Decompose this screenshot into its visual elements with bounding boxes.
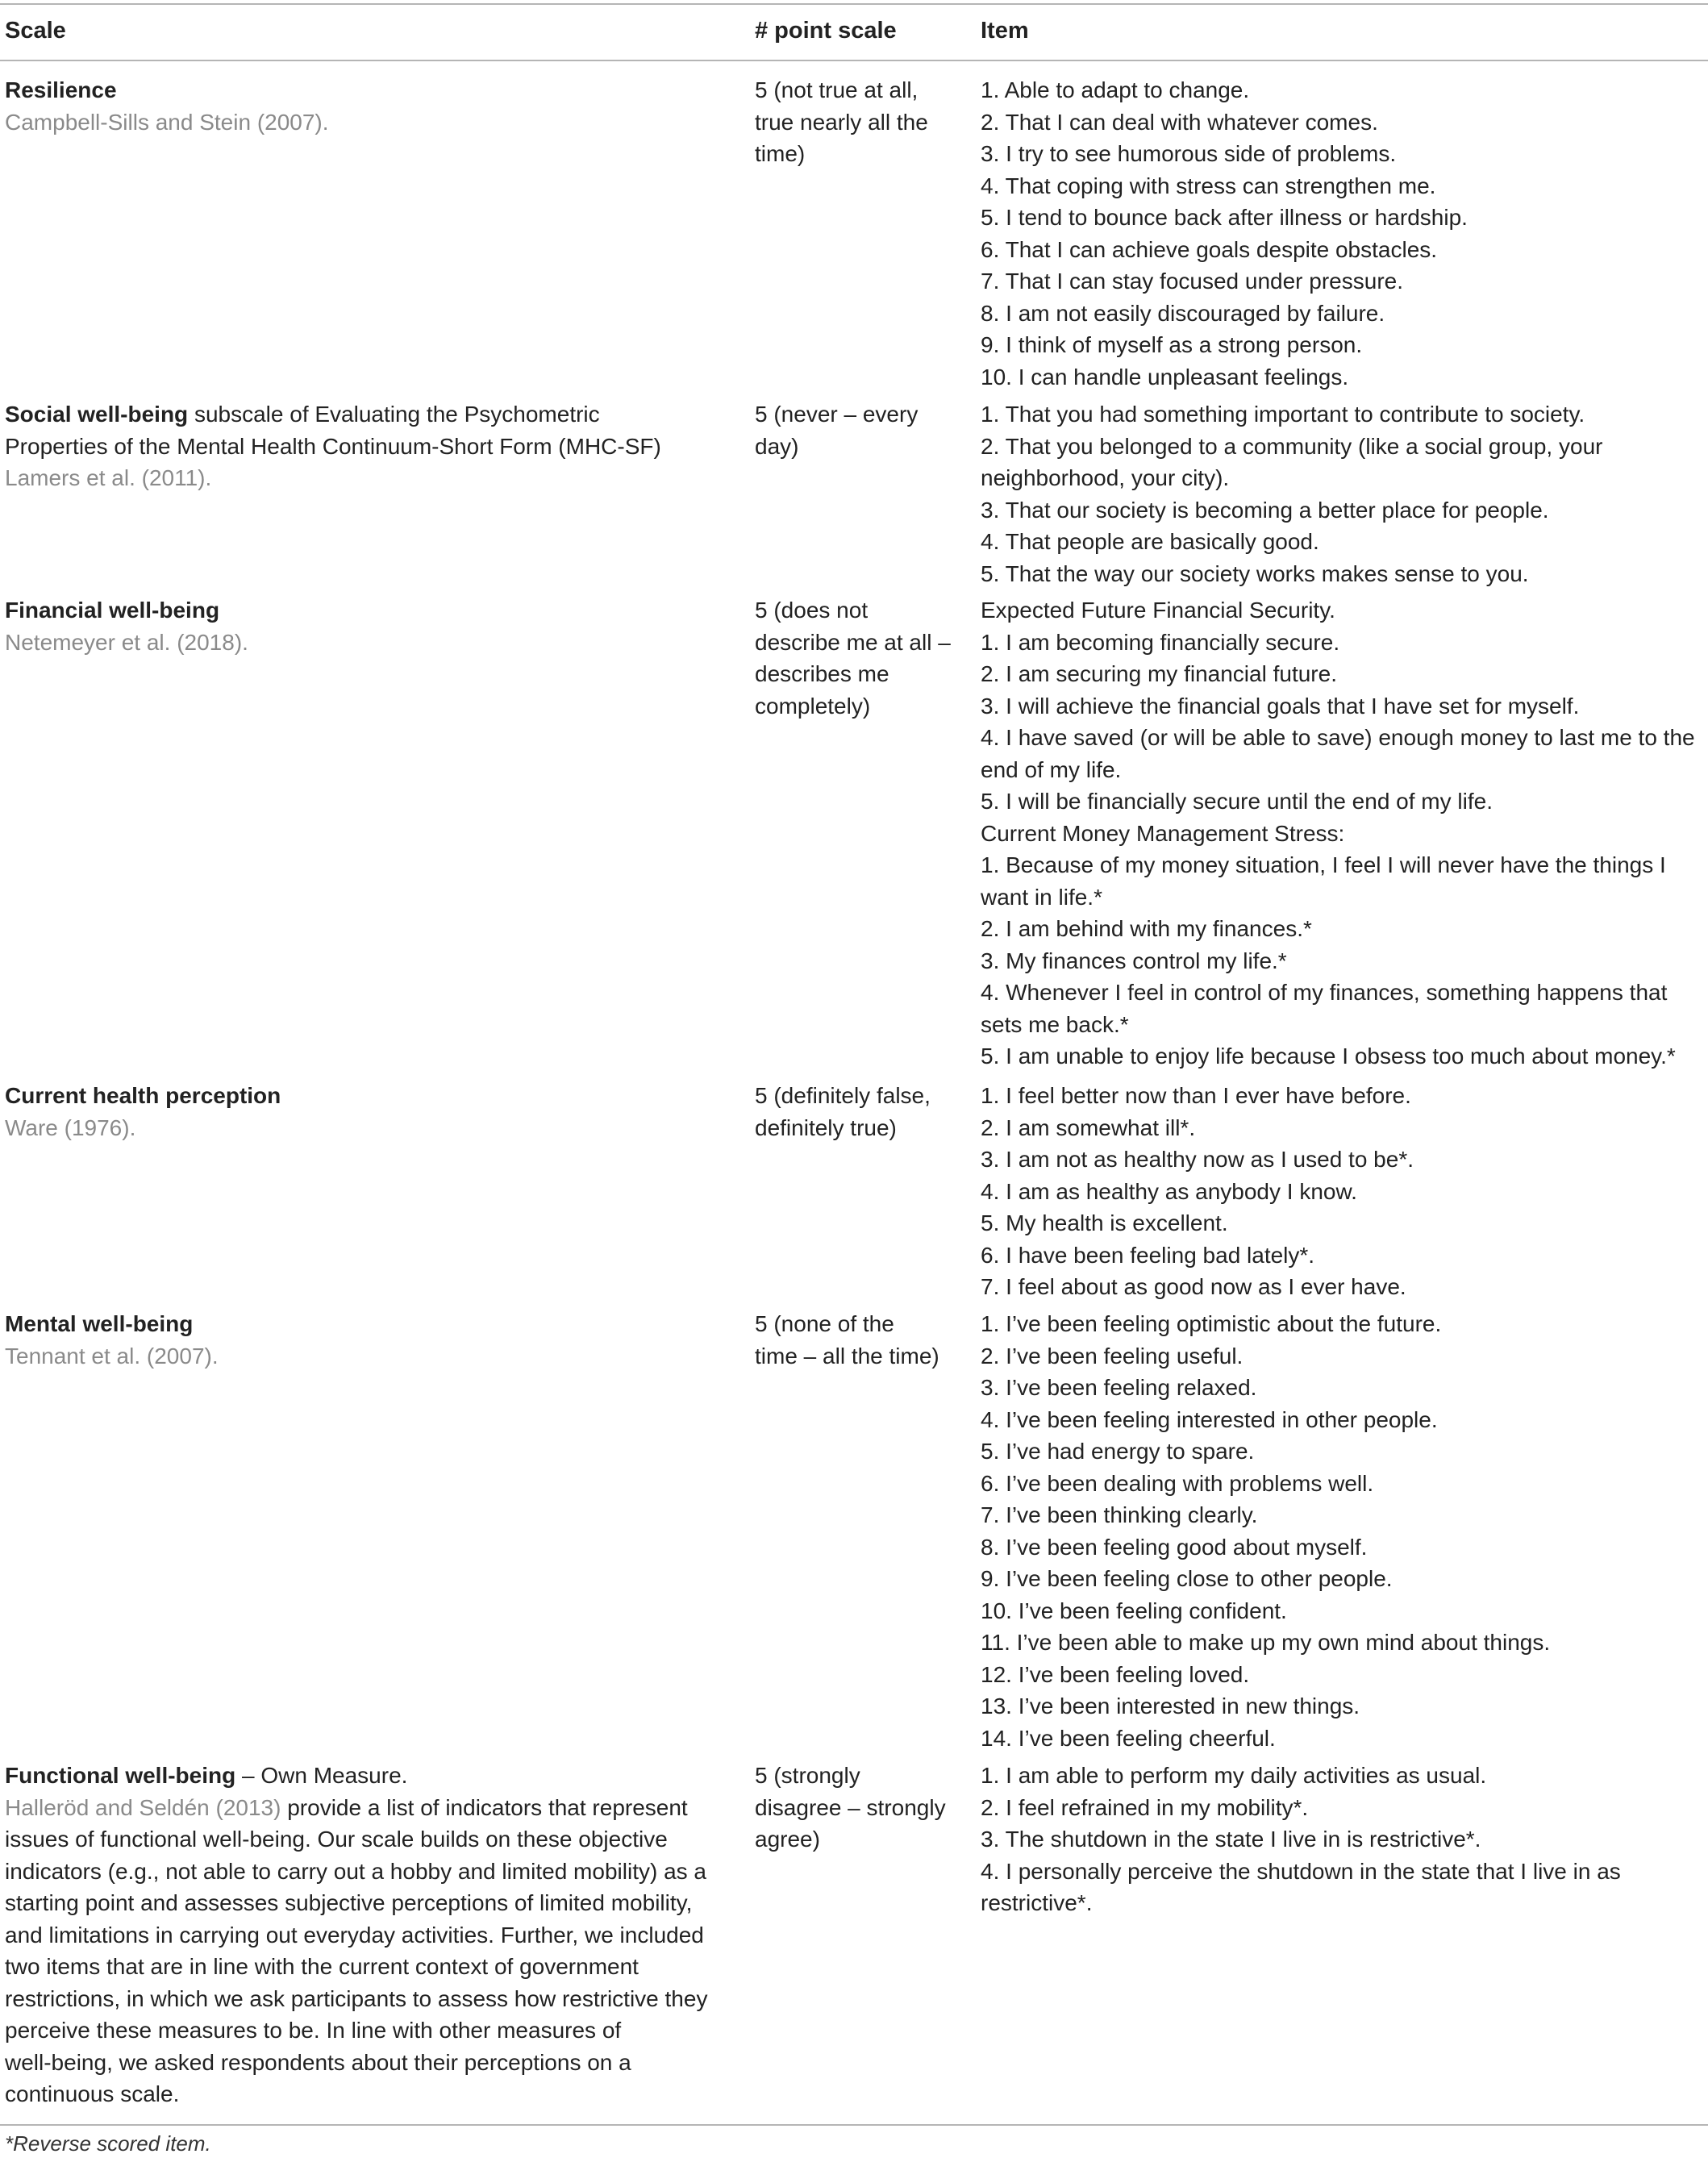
item-line: 9. I think of myself as a strong person. [981, 332, 1363, 357]
item-line: 1. Because of my money situation, I feel I will never have the things I [981, 852, 1666, 877]
item-line: 6. That I can achieve goals despite obstacles. [981, 236, 1438, 262]
scale-description-text: provide a list of indicators that represent [281, 1794, 688, 1820]
item-line: 4. I personally perceive the shutdown in the state that I live in as [981, 1858, 1621, 1884]
item-line: 10. I’ve been feeling confident. [981, 1598, 1287, 1623]
item-line: 3. The shutdown in the state I live in is restrictive*. [981, 1827, 1481, 1852]
item-line: 3. I’ve been feeling relaxed. [981, 1375, 1257, 1400]
item-line: 2. I’ve been feeling useful. [981, 1343, 1244, 1369]
item-line: 1. I’ve been feeling optimistic about the future. [981, 1311, 1442, 1336]
scale-title-line [5, 1080, 731, 1112]
scale-description-line: two items that are in line with the current context of government [5, 1954, 639, 1979]
scale-reference: Halleröd and Seldén (2013) [5, 1794, 281, 1820]
items-cell [981, 594, 1706, 1073]
scale-cell [5, 398, 731, 494]
scale-title-line [5, 594, 731, 627]
point-scale-cell [755, 398, 956, 462]
scale-title-line [5, 1760, 731, 1792]
item-line: 1. That you had something important to contribute to society. [981, 402, 1585, 427]
scale-reference: Netemeyer et al. (2018). [5, 629, 248, 655]
point-scale-line: 5 (not true at all, [755, 77, 919, 102]
item-line: 2. I am somewhat ill*. [981, 1114, 1196, 1140]
item-line: 5. My health is excellent. [981, 1210, 1228, 1235]
scale-cell [5, 1308, 731, 1372]
scale-reference-line [5, 1340, 731, 1373]
scale-title: Financial well-being [5, 598, 220, 623]
scale-reference: Tennant et al. (2007). [5, 1343, 219, 1369]
table-footnote: *Reverse scored item. [5, 2131, 211, 2156]
item-line: 2. I feel refrained in my mobility*. [981, 1794, 1309, 1820]
item-line: 6. I’ve been dealing with problems well. [981, 1470, 1374, 1496]
scale-title-line [5, 1308, 731, 1340]
item-line: 4. Whenever I feel in control of my finances, something happens that [981, 980, 1668, 1005]
item-line: 1. I feel better now than I ever have before. [981, 1083, 1411, 1108]
item-line: 2. That you belonged to a community (like a social group, your [981, 433, 1603, 459]
items-cell [981, 1080, 1706, 1303]
item-line: 2. That I can deal with whatever comes. [981, 109, 1378, 135]
point-scale-line: disagree – strongly [755, 1794, 946, 1820]
point-scale-line: day) [755, 433, 799, 459]
point-scale-line: time) [755, 141, 806, 166]
items-cell [981, 1760, 1706, 1919]
header-scale: Scale [5, 18, 66, 44]
point-scale-line: agree) [755, 1827, 820, 1852]
scale-description-line: continuous scale. [5, 2081, 180, 2106]
item-line: sets me back.* [981, 1011, 1129, 1037]
item-line: 3. I am not as healthy now as I used to be*. [981, 1147, 1414, 1172]
item-line: 3. I will achieve the financial goals that I have set for myself. [981, 693, 1580, 719]
scale-title: Mental well-being [5, 1311, 194, 1336]
item-line: 8. I am not easily discouraged by failure. [981, 300, 1385, 326]
scale-description-line: issues of functional well-being. Our scale builds on these objective [5, 1827, 668, 1852]
point-scale-line: time – all the time) [755, 1343, 939, 1369]
scale-description-line: Properties of the Mental Health Continuum-Short Form (MHC-SF) [5, 433, 661, 459]
point-scale-line: describe me at all – [755, 629, 951, 655]
scale-title: Current health perception [5, 1083, 281, 1108]
item-line: end of my life. [981, 756, 1122, 782]
item-line: 5. I’ve had energy to spare. [981, 1439, 1255, 1464]
table-bottom-rule [0, 2124, 1708, 2126]
point-scale-cell [755, 1760, 956, 1856]
scale-description-line: perceive these measures to be. In line with other measures of [5, 2018, 622, 2043]
item-line: 1. I am becoming financially secure. [981, 629, 1340, 655]
item-line: 4. I have saved (or will be able to save) enough money to last me to the [981, 725, 1695, 750]
scale-title-suffix: subscale of Evaluating the Psychometric [188, 402, 600, 427]
item-line: restrictive*. [981, 1890, 1093, 1915]
scale-title-line [5, 398, 731, 431]
scale-reference-line [5, 627, 731, 659]
scale-reference: Campbell-Sills and Stein (2007). [5, 109, 329, 135]
item-line: 8. I’ve been feeling good about myself. [981, 1534, 1368, 1560]
point-scale-cell [755, 1080, 956, 1144]
scale-cell [5, 74, 731, 138]
scale-reference-line [5, 1792, 731, 1824]
item-line: 2. I am behind with my finances.* [981, 916, 1312, 941]
item-line: want in life.* [981, 884, 1102, 910]
item-line: 10. I can handle unpleasant feelings. [981, 364, 1349, 390]
scale-description-line: and limitations in carrying out everyday activities. Further, we included [5, 1922, 704, 1948]
scale-title-suffix: – Own Measure. [235, 1763, 408, 1788]
point-scale-cell [755, 594, 956, 722]
point-scale-line: true nearly all the [755, 109, 928, 135]
table-top-rule [0, 3, 1708, 5]
header-rule [0, 60, 1708, 61]
item-line: 7. I’ve been thinking clearly. [981, 1502, 1258, 1527]
item-line: Current Money Management Stress: [981, 820, 1345, 846]
header-item: Item [981, 18, 1029, 44]
point-scale-line: describes me [755, 661, 889, 686]
item-line: neighborhood, your city). [981, 465, 1230, 490]
item-line: 5. I tend to bounce back after illness or hardship. [981, 205, 1468, 230]
scale-description-line: restrictions, in which we ask participants to assess how restrictive they [5, 1985, 708, 2011]
item-line: 5. I am unable to enjoy life because I obsess too much about money.* [981, 1044, 1676, 1069]
item-line: 4. I am as healthy as anybody I know. [981, 1178, 1357, 1204]
scale-reference-line [5, 1112, 731, 1144]
scale-title: Social well-being [5, 402, 189, 427]
scale-title-line [5, 74, 731, 106]
scale-description-line: well-being, we asked respondents about their perceptions on a [5, 2049, 631, 2075]
scale-reference: Lamers et al. (2011). [5, 465, 212, 490]
item-line: 3. I try to see humorous side of problems. [981, 141, 1397, 166]
item-line: 4. That coping with stress can strengthen me. [981, 173, 1436, 198]
item-line: 5. I will be financially secure until the end of my life. [981, 789, 1493, 814]
header-point-scale: # point scale [755, 18, 897, 44]
item-line: 4. I’ve been feeling interested in other people. [981, 1406, 1438, 1432]
point-scale-line: 5 (strongly [755, 1763, 860, 1788]
item-line: 3. That our society is becoming a better place for people. [981, 497, 1549, 523]
point-scale-line: 5 (definitely false, [755, 1083, 931, 1108]
point-scale-line: 5 (never – every [755, 402, 919, 427]
items-cell [981, 398, 1706, 589]
scale-reference: Ware (1976). [5, 1114, 136, 1140]
item-line: 3. My finances control my life.* [981, 948, 1287, 973]
point-scale-line: definitely true) [755, 1114, 897, 1140]
item-line: Expected Future Financial Security. [981, 598, 1335, 623]
scale-title: Functional well-being [5, 1763, 236, 1788]
item-line: 12. I’ve been feeling loved. [981, 1661, 1250, 1687]
item-line: 1. I am able to perform my daily activities as usual. [981, 1763, 1487, 1788]
item-line: 14. I’ve been feeling cheerful. [981, 1725, 1276, 1751]
point-scale-cell [755, 74, 956, 170]
scale-title: Resilience [5, 77, 117, 102]
scale-cell [5, 594, 731, 658]
item-line: 7. That I can stay focused under pressure. [981, 269, 1404, 294]
point-scale-cell [755, 1308, 956, 1372]
item-line: 2. I am securing my financial future. [981, 661, 1337, 686]
scale-description-line: starting point and assesses subjective perceptions of limited mobility, [5, 1890, 693, 1915]
item-line: 5. That the way our society works makes sense to you. [981, 560, 1529, 586]
point-scale-line: completely) [755, 693, 871, 719]
point-scale-line: 5 (does not [755, 598, 869, 623]
scale-reference-line [5, 106, 731, 139]
scale-description-line: indicators (e.g., not able to carry out a hobby and limited mobility) as a [5, 1858, 706, 1884]
scale-cell [5, 1080, 731, 1144]
item-line: 7. I feel about as good now as I ever have. [981, 1274, 1406, 1299]
item-line: 1. Able to adapt to change. [981, 77, 1250, 102]
item-line: 11. I’ve been able to make up my own mind about things. [981, 1630, 1551, 1655]
items-cell [981, 74, 1706, 393]
items-cell [981, 1308, 1706, 1754]
point-scale-line: 5 (none of the [755, 1311, 894, 1336]
item-line: 6. I have been feeling bad lately*. [981, 1242, 1315, 1268]
scale-cell [5, 1760, 731, 2110]
item-line: 13. I’ve been interested in new things. [981, 1693, 1360, 1718]
item-line: 9. I’ve been feeling close to other people. [981, 1566, 1393, 1591]
item-line: 4. That people are basically good. [981, 529, 1319, 554]
scale-reference-line [5, 462, 731, 494]
